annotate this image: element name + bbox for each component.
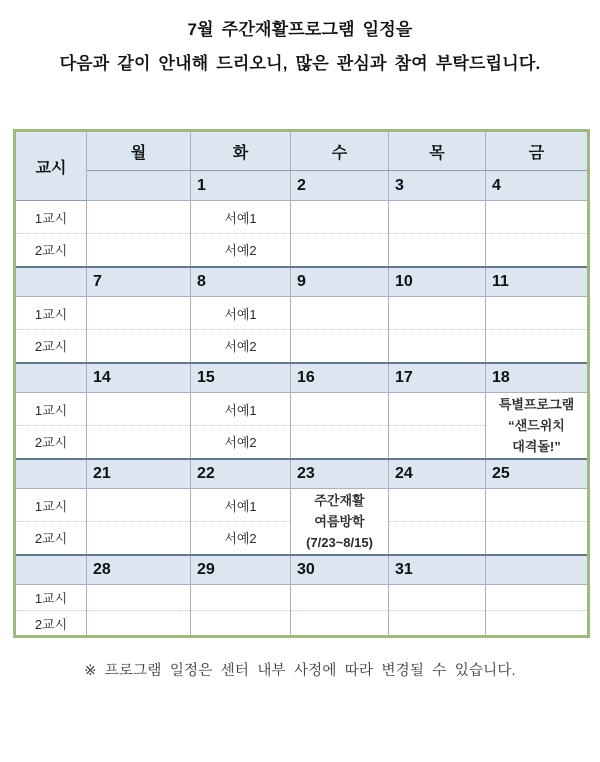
period-label: 1교시 <box>15 297 87 330</box>
schedule-cell <box>389 522 486 555</box>
date-cell: 14 <box>87 363 191 393</box>
date-cell: 1 <box>191 171 291 201</box>
special-program-line: 대격돌!” <box>512 438 561 454</box>
schedule-cell: 서예2 <box>191 234 291 267</box>
date-row-week4 <box>15 459 589 489</box>
schedule-cell: 서예1 <box>191 393 291 426</box>
period-label: 1교시 <box>15 585 87 611</box>
schedule-cell <box>291 611 389 637</box>
date-cell: 31 <box>389 555 486 585</box>
schedule-cell <box>87 522 191 555</box>
summer-break-line: 주간재활 <box>314 492 365 508</box>
date-cell: 22 <box>191 459 291 489</box>
date-cell: 17 <box>389 363 486 393</box>
schedule-cell <box>389 489 486 522</box>
date-cell: 9 <box>291 267 389 297</box>
schedule-cell <box>389 393 486 426</box>
schedule-cell <box>389 585 486 611</box>
schedule-cell <box>486 330 589 363</box>
period1-row-week3 <box>15 393 589 426</box>
schedule-cell: 서예2 <box>191 426 291 459</box>
date-cell: 18 <box>486 363 589 393</box>
schedule-cell <box>389 297 486 330</box>
period1-row-week1 <box>15 201 589 234</box>
schedule-cell <box>191 611 291 637</box>
summer-break-line: 여름방학 <box>314 513 365 529</box>
date-cell: 10 <box>389 267 486 297</box>
period-label: 2교시 <box>15 611 87 637</box>
date-cell <box>486 555 589 585</box>
date-row-week2 <box>15 267 589 297</box>
day-header-wed: 수 <box>291 131 389 171</box>
date-row-week5 <box>15 555 589 585</box>
day-header-fri: 금 <box>486 131 589 171</box>
date-cell <box>15 363 87 393</box>
date-cell: 29 <box>191 555 291 585</box>
schedule-cell: 서예2 <box>191 522 291 555</box>
schedule-cell <box>389 330 486 363</box>
schedule-cell <box>486 234 589 267</box>
period1-row-week4 <box>15 489 589 522</box>
schedule-cell <box>87 201 191 234</box>
schedule-cell <box>87 330 191 363</box>
schedule-cell <box>486 297 589 330</box>
schedule-table-wrapper <box>13 129 600 638</box>
schedule-cell <box>291 426 389 459</box>
schedule-cell <box>291 234 389 267</box>
period-label: 1교시 <box>15 201 87 234</box>
period2-row-week5 <box>15 611 589 637</box>
date-cell <box>15 459 87 489</box>
schedule-cell <box>389 234 486 267</box>
day-header-thu: 목 <box>389 131 486 171</box>
summer-break-cell <box>291 489 389 555</box>
schedule-table <box>13 129 590 638</box>
schedule-cell <box>87 234 191 267</box>
schedule-cell <box>291 393 389 426</box>
schedule-cell: 서예1 <box>191 297 291 330</box>
schedule-cell: 서예1 <box>191 201 291 234</box>
title-line-1: 7월 주간재활프로그램 일정을 <box>187 20 413 39</box>
special-program-line: 특별프로그램 <box>498 396 575 412</box>
schedule-cell <box>291 201 389 234</box>
period2-row-week1 <box>15 234 589 267</box>
period2-row-week2 <box>15 330 589 363</box>
corner-period-header: 교시 <box>15 131 87 201</box>
schedule-cell: 서예1 <box>191 489 291 522</box>
schedule-cell <box>87 297 191 330</box>
schedule-cell <box>87 489 191 522</box>
schedule-cell <box>389 201 486 234</box>
period-label: 1교시 <box>15 489 87 522</box>
schedule-cell <box>291 297 389 330</box>
summer-break-line: (7/23~8/15) <box>306 534 373 550</box>
day-header-row <box>15 131 589 171</box>
date-cell: 11 <box>486 267 589 297</box>
schedule-cell <box>87 611 191 637</box>
date-cell: 3 <box>389 171 486 201</box>
schedule-cell <box>486 585 589 611</box>
date-row-week1 <box>15 171 589 201</box>
schedule-cell <box>87 393 191 426</box>
schedule-cell <box>87 585 191 611</box>
date-cell: 8 <box>191 267 291 297</box>
date-cell: 2 <box>291 171 389 201</box>
schedule-cell <box>486 201 589 234</box>
title-line-2: 다음과 같이 안내해 드리오니, 많은 관심과 참여 부탁드립니다. <box>59 54 541 73</box>
special-program-cell <box>486 393 589 459</box>
date-cell <box>87 171 191 201</box>
day-header-mon: 월 <box>87 131 191 171</box>
schedule-cell <box>486 522 589 555</box>
date-cell <box>15 267 87 297</box>
schedule-cell: 서예2 <box>191 330 291 363</box>
schedule-cell <box>486 489 589 522</box>
period-label: 2교시 <box>15 330 87 363</box>
period-label: 2교시 <box>15 426 87 459</box>
schedule-cell <box>389 426 486 459</box>
period-label: 2교시 <box>15 522 87 555</box>
schedule-cell <box>87 426 191 459</box>
date-cell: 24 <box>389 459 486 489</box>
schedule-cell <box>486 611 589 637</box>
date-cell: 16 <box>291 363 389 393</box>
period-label: 2교시 <box>15 234 87 267</box>
date-cell: 23 <box>291 459 389 489</box>
date-cell: 25 <box>486 459 589 489</box>
footer-note: ※ 프로그램 일정은 센터 내부 사정에 따라 변경될 수 있습니다. <box>84 663 516 679</box>
notice-title <box>0 0 600 81</box>
date-row-week3 <box>15 363 589 393</box>
date-cell: 15 <box>191 363 291 393</box>
schedule-cell <box>389 611 486 637</box>
day-header-tue: 화 <box>191 131 291 171</box>
special-program-line: “샌드위치 <box>508 417 565 433</box>
date-cell: 4 <box>486 171 589 201</box>
period1-row-week2 <box>15 297 589 330</box>
date-cell: 21 <box>87 459 191 489</box>
schedule-cell <box>291 585 389 611</box>
date-cell: 30 <box>291 555 389 585</box>
date-cell <box>15 555 87 585</box>
schedule-cell <box>291 330 389 363</box>
period-label: 1교시 <box>15 393 87 426</box>
period1-row-week5 <box>15 585 589 611</box>
schedule-cell <box>191 585 291 611</box>
date-cell: 7 <box>87 267 191 297</box>
date-cell: 28 <box>87 555 191 585</box>
